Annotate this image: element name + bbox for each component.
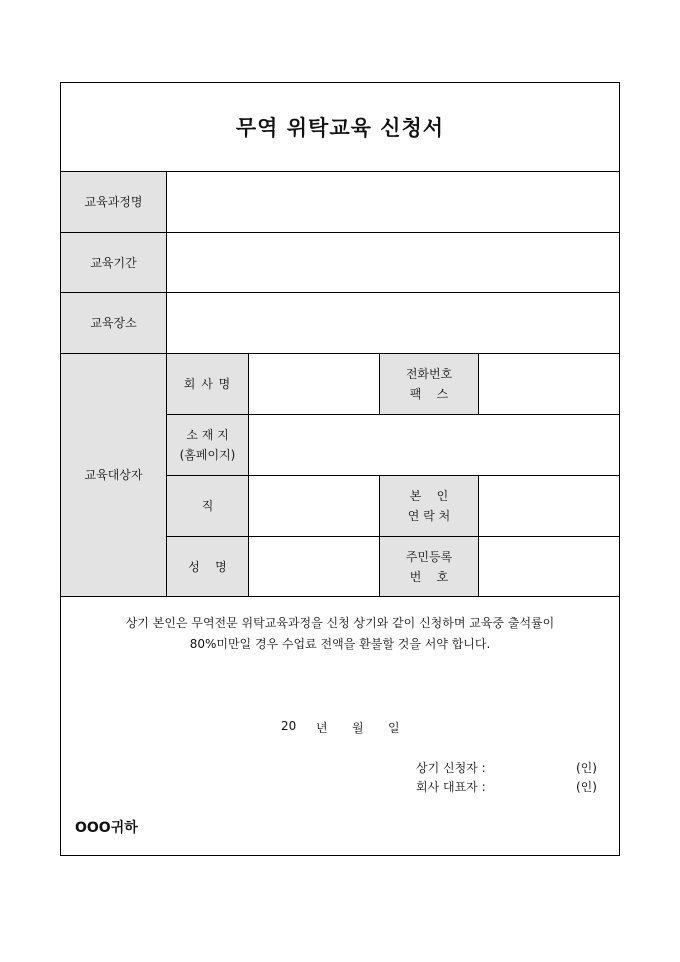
date-day-label: 일 [388, 721, 400, 735]
column-divider [166, 171, 167, 596]
position-field[interactable] [249, 476, 379, 536]
addressee: OOO귀하 [75, 820, 138, 836]
row-divider [61, 232, 619, 233]
course-period-label: 교육기간 [61, 233, 166, 292]
trainee-label: 교육대상자 [61, 354, 166, 596]
row-divider [166, 536, 619, 537]
address-label-line1: 소 재 지 [186, 428, 229, 442]
phone-label: 전화번호 [405, 367, 453, 381]
column-divider [478, 353, 479, 414]
phone-fax-field[interactable] [479, 354, 619, 414]
course-place-field[interactable] [167, 293, 619, 353]
date-month-label: 월 [352, 721, 364, 735]
column-divider [248, 353, 249, 596]
address-field[interactable] [249, 415, 619, 475]
name-field[interactable] [249, 537, 379, 596]
course-place-label: 교육장소 [61, 293, 166, 353]
address-label-line2: (홈페이지) [179, 448, 236, 462]
resident-number-field[interactable] [479, 537, 619, 596]
course-name-field[interactable] [167, 172, 619, 232]
course-period-field[interactable] [167, 233, 619, 292]
name-label: 성 명 [167, 537, 248, 596]
application-form [60, 82, 620, 856]
contact-label [380, 476, 478, 536]
date-year-label: 년 [316, 721, 328, 735]
contact-label-line2: 연 락 처 [407, 509, 451, 523]
course-name-label: 교육과정명 [61, 172, 166, 232]
column-divider [379, 475, 380, 596]
ceo-label: 회사 대표자 : [416, 780, 486, 794]
row-divider [61, 353, 619, 354]
column-divider [379, 353, 380, 414]
company-name-label: 회 사 명 [167, 354, 248, 414]
date-year-prefix: 20 [281, 719, 297, 733]
applicant-seal: (인) [576, 761, 597, 775]
column-divider [478, 475, 479, 596]
phone-fax-label [380, 354, 478, 414]
position-label: 직 [167, 476, 248, 536]
fax-label: 팩 스 [409, 387, 449, 401]
pledge-line-1: 상기 본인은 무역전문 위탁교육과정을 신청 상기와 같이 신청하며 교육중 출석률이 [125, 616, 555, 630]
company-name-field[interactable] [249, 354, 379, 414]
resident-label-line1: 주민등록 [405, 549, 453, 564]
applicant-label: 상기 신청자 : [416, 761, 486, 775]
pledge-line-2: 80%미만일 경우 수업료 전액을 환불할 것을 서약 합니다. [189, 637, 491, 651]
contact-label-line1: 본 인 [409, 489, 449, 503]
row-divider [61, 292, 619, 293]
resident-number-label [380, 537, 478, 596]
contact-field[interactable] [479, 476, 619, 536]
row-divider [166, 414, 619, 415]
row-divider [166, 475, 619, 476]
ceo-seal: (인) [576, 780, 597, 794]
address-label [167, 415, 248, 475]
resident-label-line2: 번 호 [409, 569, 449, 584]
table-bottom-border [61, 596, 619, 597]
form-title: 무역 위탁교육 신청서 [61, 83, 619, 172]
